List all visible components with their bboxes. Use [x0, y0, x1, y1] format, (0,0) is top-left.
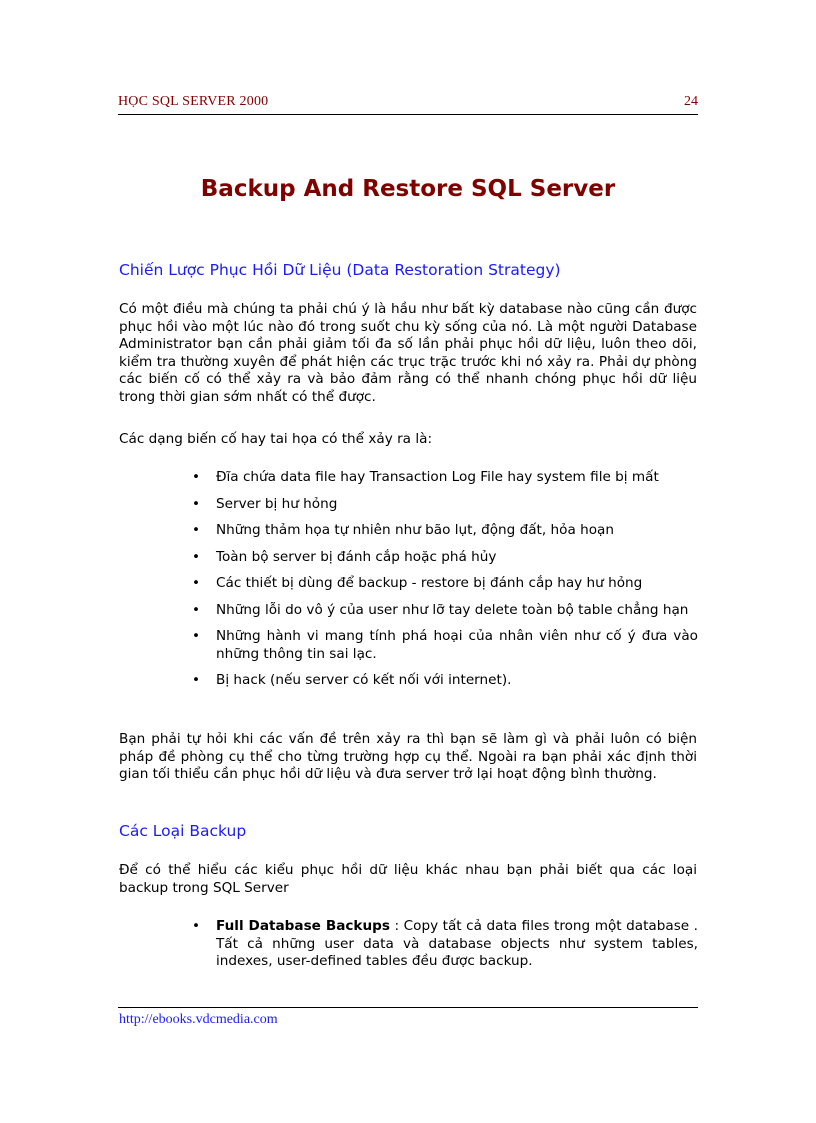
list-item: • Bị hack (nếu server có kết nối với internet). — [191, 672, 512, 688]
backup-type-description: : Copy tất cả data files trong một database . Tất cả những user data và database objects như system tables, indexes, user-defined tables đều được backup. — [216, 918, 699, 969]
disaster-list — [190, 469, 698, 699]
bullet-icon: • — [191, 522, 201, 538]
list-item: • Toàn bộ server bị đánh cắp hoặc phá hủy — [191, 548, 497, 565]
paragraph-prevention: Bạn phải tự hỏi khi các vấn đề trên xảy ra thì bạn sẽ làm gì và phải luôn có biện pháp đề phòng cụ thể cho từng trường hợp cụ thể. Ngoài ra bạn phải xác định thời gian tối thiểu cần phục hồi dữ liệu và đưa server trở lại hoạt động bình thường. — [119, 731, 697, 782]
list-item: • Những hành vi mang tính phá hoại của nhân viên như cố ý đưa vào những thông tin sai lạc. — [191, 628, 698, 662]
section-heading-backup-types: Các Loại Backup — [119, 822, 247, 840]
list-item — [190, 918, 698, 971]
list-item: • Các thiết bị dùng để backup - restore bị đánh cắp hay hư hỏng — [191, 575, 643, 591]
footer-link[interactable]: http://ebooks.vdcmedia.com — [119, 1012, 278, 1027]
list-item: • Những lỗi do vô ý của user như lỡ tay delete toàn bộ table chẳng hạn — [191, 601, 689, 618]
backup-type-term: Full Database Backups — [216, 918, 390, 934]
bullet-icon: • — [191, 469, 201, 485]
paragraph-backup-types-intro: Để có thể hiểu các kiểu phục hồi dữ liệu khác nhau bạn phải biết qua các loại backup trong SQL Server — [119, 862, 697, 896]
section-heading-restoration-strategy: Chiến Lược Phục Hồi Dữ Liệu (Data Restoration Strategy) — [119, 261, 561, 279]
bullet-icon: • — [191, 575, 201, 591]
paragraph-intro: Có một điều mà chúng ta phải chú ý là hầu như bất kỳ database nào cũng cần được phục hồi vào một lúc nào đó trong suốt chu kỳ sống của nó. Là một người Database Administrator bạn cần phải giảm tối đa số lần phải phục hồi dữ liệu, luôn theo dõi, kiểm tra thường xuyên để phát hiện các trục trặc trước khi nó xảy ra. Phải dự phòng các biến cố có thể xảy ra và bảo đảm rằng có thể nhanh chóng phục hồi dữ liệu trong thời gian sớm nhất có thể được. — [119, 301, 697, 405]
bullet-icon: • — [191, 548, 201, 565]
bullet-icon: • — [191, 601, 201, 618]
document-title: Backup And Restore SQL Server — [200, 176, 616, 202]
footer-divider — [118, 1007, 698, 1008]
header-page-number: 24 — [684, 94, 698, 109]
bullet-icon: • — [191, 672, 201, 688]
bullet-icon: • — [191, 628, 201, 644]
bullet-icon: • — [191, 495, 201, 512]
page-header — [118, 92, 698, 115]
bullet-icon: • — [191, 918, 201, 934]
list-item: • Đĩa chứa data file hay Transaction Log File hay system file bị mất — [191, 469, 659, 485]
backup-types-list — [190, 918, 698, 980]
list-item: • Server bị hư hỏng — [191, 495, 338, 512]
header-title: HỌC SQL SERVER 2000 — [118, 94, 269, 109]
paragraph-disaster-types: Các dạng biến cố hay tai họa có thể xảy ra là: — [119, 431, 433, 447]
list-item: • Những thảm họa tự nhiên như bão lụt, động đất, hỏa hoạn — [191, 522, 614, 538]
